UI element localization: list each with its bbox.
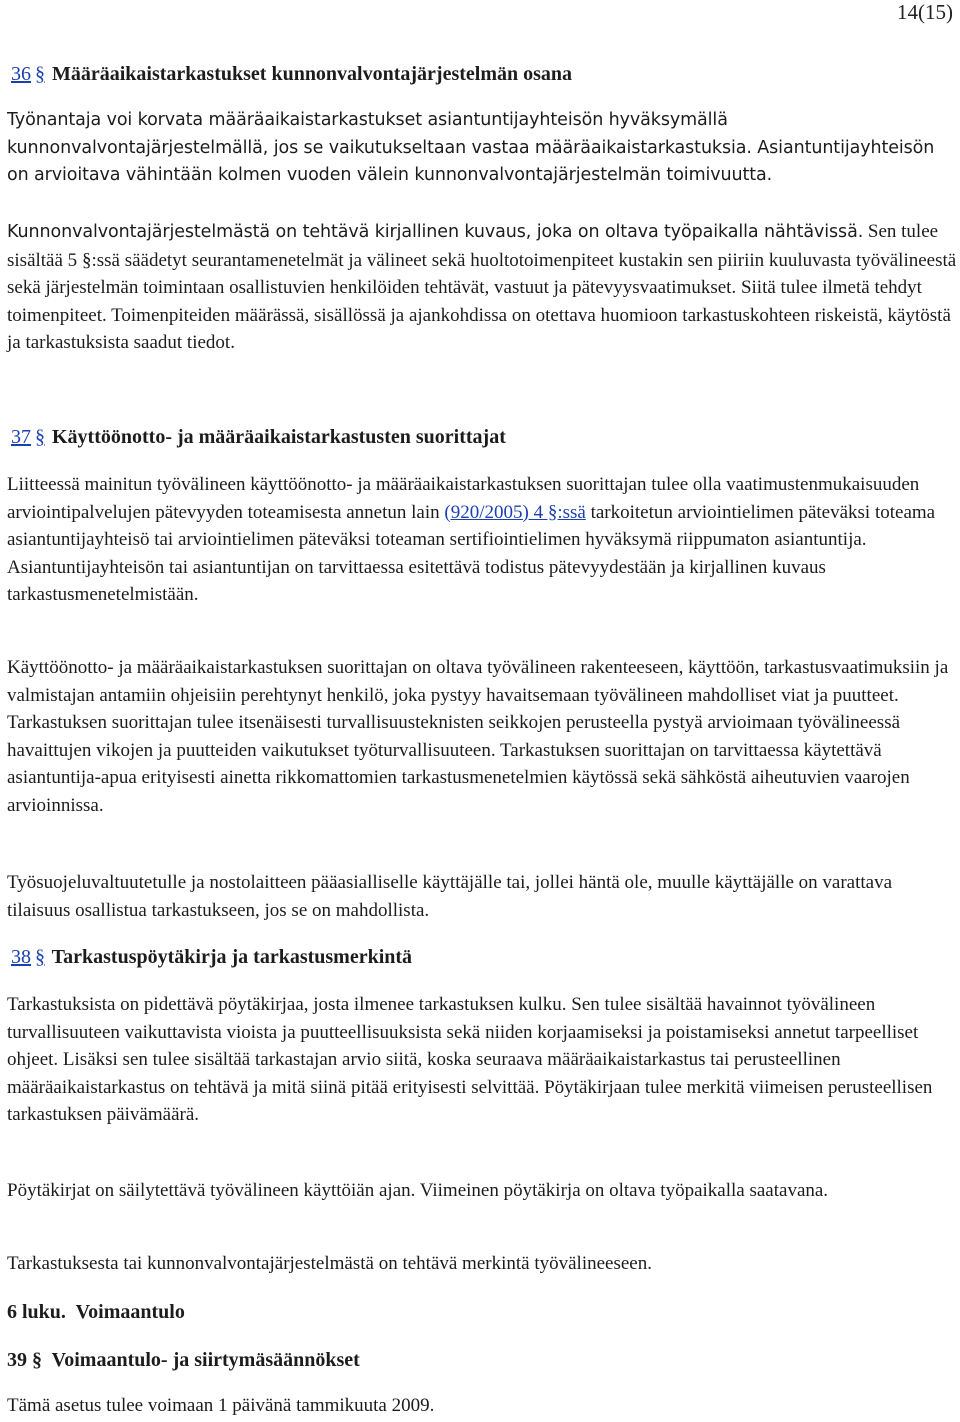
section-36-paragraph-2-text-a: Sen tulee sisältää 5 bbox=[7, 221, 939, 271]
section-37-paragraph-2: Käyttöönotto- ja määräaikaistarkastuksen suorittajan on oltava työvälineen rakenteeseen, käyttöön, tarkastusvaatimuksiin ja valmistajan antamiin ohjeisiin perehtynyt henkilö, joka pystyy havaitsemaan työvälineen mahdolliset viat ja puutteet. Tarkastuksen suorittajan tulee itsenäisesti turvallisuusteknisten seikkojen perusteella pystyä arvioimaan työvälineessä havaittujen vikojen ja puutteiden vaikutukset työturvallisuuteen. Tarkastuksen suorittajan on tarvittaessa käytettävä asiantuntija-apua erityisesti ainetta rikkomattomien tarkastusmenetelmien käytössä sekä sähköstä aiheutuvien vaarojen arvioinnissa. bbox=[7, 657, 949, 816]
section-36-paragraph-2-text-b: :ssä säädetyt seurantamenetelmät ja välineet sekä huoltotoimenpiteet kustakin sen piiriin kuuluvasta työvälineestä sekä järjestelmän toimintaan osallistuvien henkilöiden tehtävät, vastuut ja pätevyysvaatimukset. Siitä tulee ilmetä tehdyt toimenpiteet. Toimenpiteiden määrässä, sisällössä ja ajankohdissa on otettava huomioon tarkastuskohteen riskeistä, käytöstä ja tarkastuksista saadut tiedot. bbox=[7, 249, 957, 353]
section-39-number: 39 bbox=[7, 1349, 27, 1371]
section-39-heading bbox=[7, 1348, 360, 1372]
section-36-paragraph-2-intro: Kunnonvalvontajärjestelmästä on tehtävä kirjallinen kuvaus, joka on oltava työpaikalla nähtävissä. bbox=[7, 222, 864, 242]
section-36-paragraph-2-sign: § bbox=[81, 249, 92, 271]
section-38-paragraph-3: Tarkastuksesta tai kunnonvalvontajärjestelmästä on tehtävä merkintä työvälineeseen. bbox=[7, 1253, 652, 1274]
section-36-heading bbox=[7, 62, 572, 86]
section-37-sign-link[interactable]: § bbox=[35, 426, 45, 448]
section-37-paragraph-1-text-a: Liitteessä mainitun työvälineen käyttöönotto- ja määräaikaistarkastuksen suorittajan tulee olla vaatimustenmukaisuuden arviointipalvelujen pätevyyden toteamisesta annetun lain bbox=[7, 474, 920, 523]
section-37-number-link[interactable]: 37 bbox=[11, 426, 31, 448]
section-38-number-link[interactable]: 38 bbox=[11, 946, 31, 968]
chapter-6-label: 6 luku. bbox=[7, 1301, 66, 1323]
section-37-heading bbox=[7, 425, 506, 449]
section-39-title: Voimaantulo- ja siirtymäsäännökset bbox=[51, 1349, 360, 1371]
section-39-paragraph-1: Tämä asetus tulee voimaan 1 päivänä tammikuuta 2009. bbox=[7, 1395, 435, 1416]
section-37-paragraph-1 bbox=[7, 471, 957, 609]
chapter-6-title: Voimaantulo bbox=[75, 1301, 185, 1323]
section-36-title: Määräaikaistarkastukset kunnonvalvontajärjestelmän osana bbox=[52, 63, 573, 85]
section-37-paragraph-3: Työsuojeluvaltuutetulle ja nostolaitteen pääasialliselle käyttäjälle tai, jollei häntä ole, muulle käyttäjälle on varattava tilaisuus osallistua tarkastukseen, jos se on mahdollista. bbox=[7, 872, 893, 921]
section-39-sign: § bbox=[32, 1349, 42, 1371]
section-37-paragraph-1-text-b: tarkoitetun arviointielimen päteväksi toteama asiantuntijayhteisö tai arviointielimen päteväksi toteaman sertifiointielimen hyväksymä riippumaton asiantuntija. Asiantuntijayhteisön tai asiantuntijan on tarvittaessa esitettävä todistus pätevyydestään ja kirjallinen kuvaus tarkastusmenetelmistään. bbox=[7, 501, 936, 605]
section-36-paragraph-2 bbox=[7, 218, 957, 357]
section-38-title: Tarkastuspöytäkirja ja tarkastusmerkintä bbox=[51, 946, 413, 968]
section-36-sign-link[interactable]: § bbox=[35, 63, 45, 85]
law-920-2005-link[interactable]: (920/2005) 4 §:ssä bbox=[444, 501, 586, 523]
section-38-paragraph-1: Tarkastuksista on pidettävä pöytäkirjaa, josta ilmenee tarkastuksen kulku. Sen tulee sisältää havainnot työvälineen turvallisuuteen vaikuttavista vioista ja puutteellisuuksista sekä niiden korjaamiseksi ja poistamiseksi annetut tarpeelliset ohjeet. Lisäksi sen tulee sisältää tarkastajan arvio siitä, koska seuraava määräaikaistarkastus tai perusteellinen määräaikaistarkastus on tehtävä ja mitä siinä pitää erityisesti selvittää. Pöytäkirjaan tulee merkitä viimeisen perusteellisen tarkastuksen päivämäärä. bbox=[7, 994, 933, 1125]
chapter-6-heading bbox=[7, 1300, 185, 1324]
section-38-sign-link[interactable]: § bbox=[35, 946, 45, 968]
section-36-paragraph-1: Työnantaja voi korvata määräaikaistarkastukset asiantuntijayhteisön hyväksymällä kunnonvalvontajärjestelmällä, jos se vaikutukseltaan vastaa määräaikaistarkastuksia. Asiantuntijayhteisön on arvioitava vähintään kolmen vuoden välein kunnonvalvontajärjestelmän toimivuutta. bbox=[7, 110, 935, 185]
section-38-paragraph-2: Pöytäkirjat on säilytettävä työvälineen käyttöiän ajan. Viimeinen pöytäkirja on oltava työpaikalla saatavana. bbox=[7, 1180, 829, 1201]
section-36-number-link[interactable]: 36 bbox=[11, 63, 31, 85]
section-37-title: Käyttöönotto- ja määräaikaistarkastusten suorittajat bbox=[52, 426, 506, 448]
page-number: 14(15) bbox=[897, 0, 953, 24]
section-38-heading bbox=[7, 945, 412, 969]
